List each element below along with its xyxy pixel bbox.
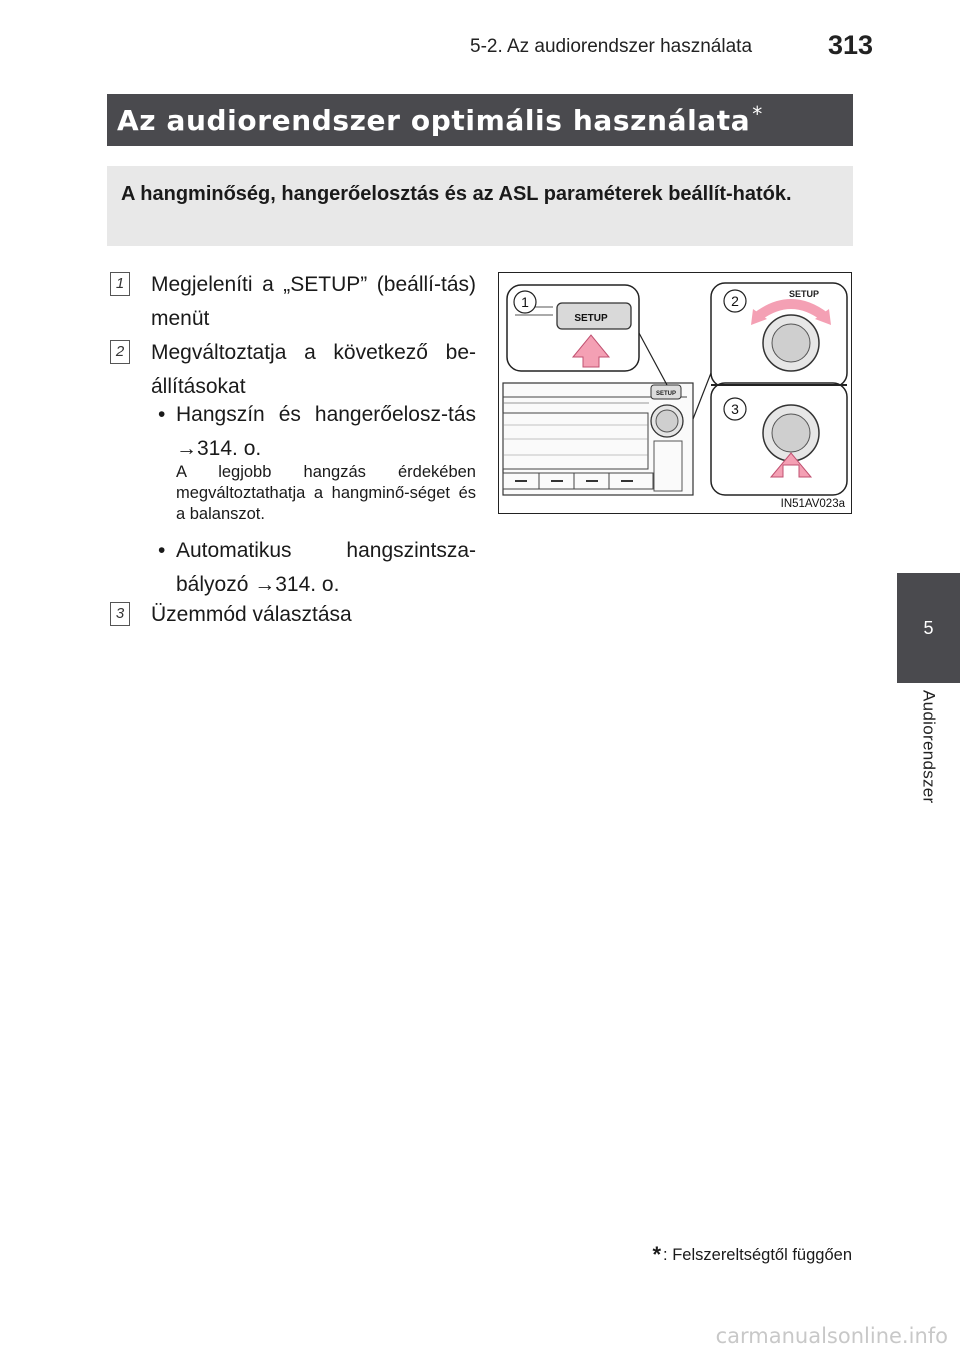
svg-text:1: 1 — [521, 294, 529, 310]
svg-text:SETUP: SETUP — [655, 391, 677, 397]
chapter-label — [897, 690, 960, 830]
section-title-bar — [107, 94, 853, 146]
intro-box — [107, 166, 853, 246]
bullet-text: Hangszín és hangerőelosz-tás →314. o. — [176, 403, 476, 460]
item-number-badge: 3 — [110, 602, 130, 626]
svg-text:SETUP: SETUP — [789, 289, 820, 299]
note-text: A legjobb hangzás érdekében megváltoztathatja a hangminő-séget és a balanszot. — [176, 463, 476, 523]
item-number-badge: 1 — [110, 272, 130, 296]
chapter-tab — [897, 573, 960, 683]
running-header-section: 5-2. Az audiorendszer használata — [470, 36, 753, 57]
chapter-number: 5 — [923, 617, 934, 638]
footnote-mark: * — [652, 1242, 662, 1267]
item-number-badge: 2 — [110, 340, 130, 364]
bullet-item-2 — [158, 534, 476, 602]
list-item-3 — [110, 598, 476, 632]
figure-code: IN51AV023a — [780, 498, 845, 510]
bullet-dot: • — [158, 403, 166, 426]
chapter-label-text: Audiorendszer — [919, 690, 939, 804]
illustration-drawing — [499, 273, 851, 513]
bullet-dot: • — [158, 539, 166, 562]
setup-button-label: SETUP — [574, 313, 608, 324]
page-number: 313 — [828, 30, 874, 60]
watermark: carmanualsonline.info — [715, 1324, 948, 1348]
footnote — [652, 1240, 852, 1266]
item-text: Megváltoztatja a következő be-állításokat — [151, 341, 476, 398]
audio-panel-illustration — [498, 272, 852, 514]
bullet-text: Automatikus hangszintsza-bályozó →314. o. — [176, 539, 476, 596]
svg-text:2: 2 — [731, 293, 739, 309]
bullet-item-1 — [158, 398, 476, 466]
svg-text:3: 3 — [731, 401, 739, 417]
title-footnote-mark: * — [752, 102, 763, 126]
list-item-1 — [110, 268, 476, 336]
section-title: Az audiorendszer optimális használata — [117, 103, 751, 137]
list-item-2 — [110, 336, 476, 404]
item-text: Üzemmód választása — [151, 603, 352, 626]
footnote-text: : Felszereltségtől függően — [663, 1246, 852, 1264]
intro-text: A hangminőség, hangerőelosztás és az ASL paraméterek beállít-hatók. — [121, 183, 792, 205]
item-text: Megjeleníti a „SETUP” (beállí-tás) menüt — [151, 273, 476, 330]
